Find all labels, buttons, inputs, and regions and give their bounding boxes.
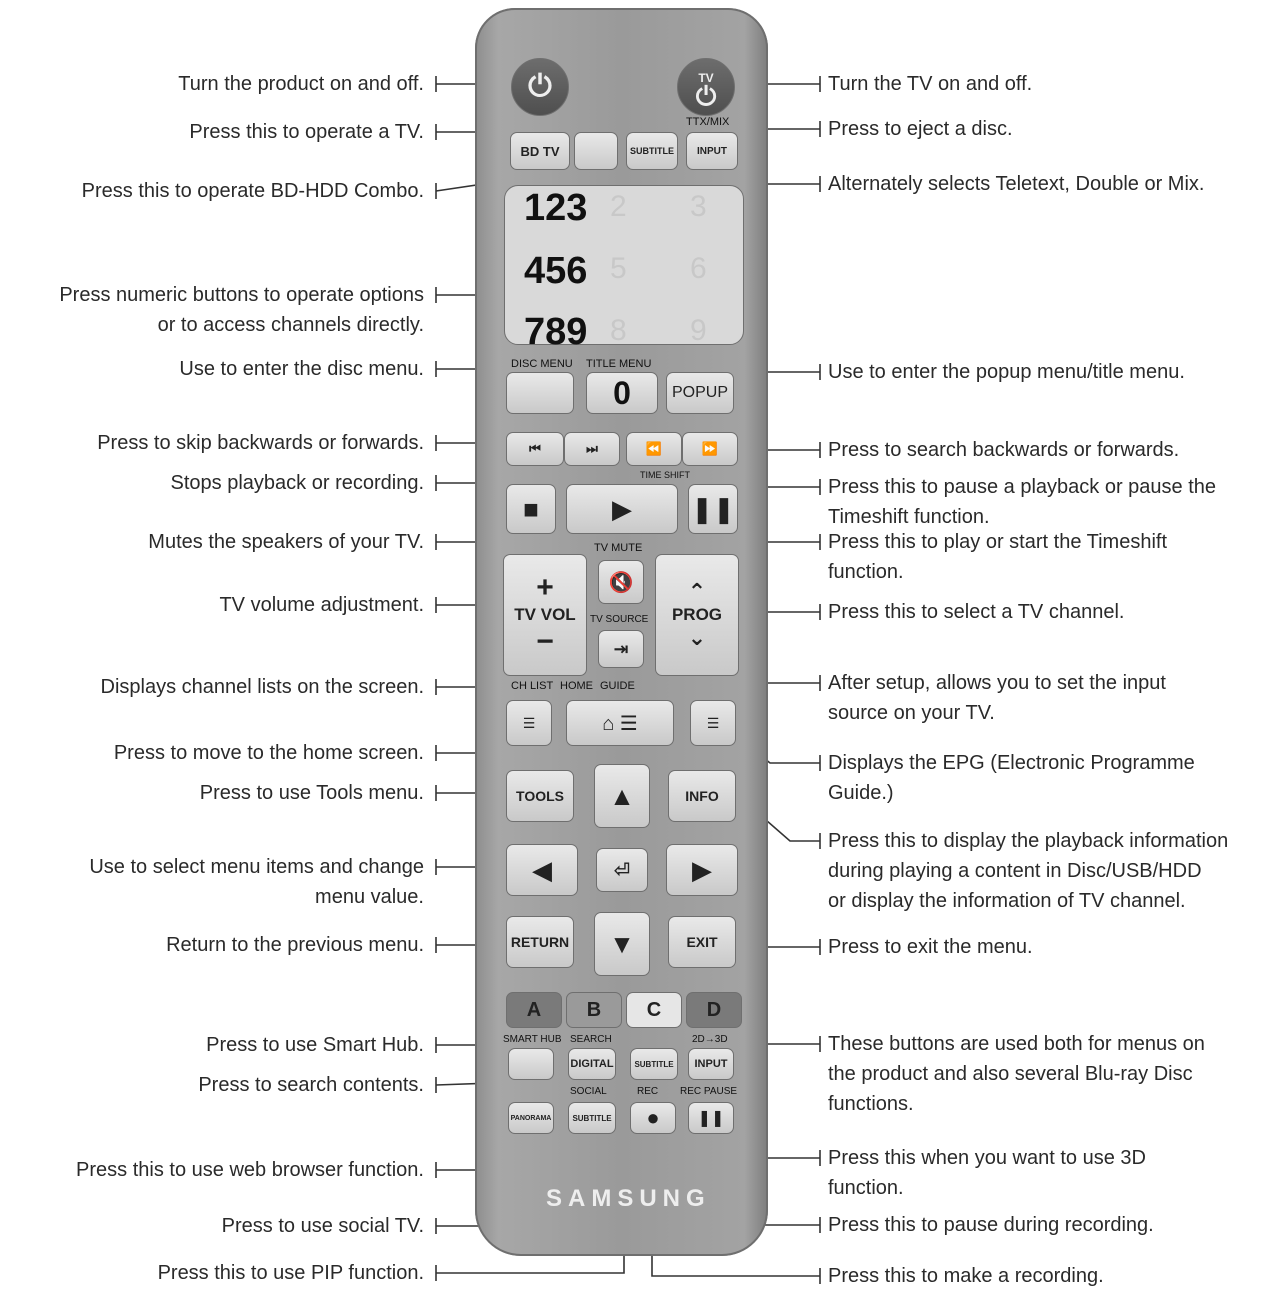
tv-mute-button[interactable]: 🔇 <box>598 560 644 604</box>
callout-label-left: Stops playback or recording. <box>170 472 424 494</box>
rec-button[interactable]: ● <box>630 1102 676 1134</box>
callout-label-left: Press to use Tools menu. <box>199 782 424 804</box>
callout-label-left: Press this to operate a TV. <box>189 121 424 143</box>
channel-up-icon: ⌃ <box>687 579 707 604</box>
callout-label-left: Mutes the speakers of your TV. <box>148 531 424 553</box>
digital-button[interactable]: DIGITAL <box>568 1048 616 1080</box>
zero-button[interactable] <box>586 372 658 414</box>
panorama-button[interactable]: PANORAMA <box>508 1102 554 1134</box>
rec-pause-button[interactable]: ❚❚ <box>688 1102 734 1134</box>
callout-label-right: Use to enter the popup menu/title menu. <box>828 361 1185 383</box>
ch-list-button[interactable]: ☰ <box>506 700 552 746</box>
guide-label: GUIDE <box>600 680 635 692</box>
numbers-row-2[interactable]: 456 <box>524 250 588 292</box>
callout-label-right: Displays the EPG (Electronic Programme Guide.) <box>828 752 1195 804</box>
skip-back-button[interactable]: ⏮ <box>506 432 564 466</box>
callout-label-right: These buttons are used both for menus on the product and also several Blu-ray Disc functions. <box>828 1033 1205 1115</box>
social-label: SOCIAL <box>570 1086 607 1097</box>
tv-source-label: TV SOURCE <box>590 614 649 625</box>
color-button-d[interactable]: D <box>686 992 742 1028</box>
home-label: HOME <box>560 680 593 692</box>
ch-list-label: CH LIST <box>511 680 554 692</box>
social-button[interactable]: SUBTITLE <box>568 1102 616 1134</box>
callout-label-left: Press this to operate BD-HDD Combo. <box>81 180 424 202</box>
callout-label-left: Use to select menu items and change menu value. <box>89 856 424 908</box>
title-menu-label: TITLE MENU <box>586 358 652 370</box>
callout-label-left: Displays channel lists on the screen. <box>100 676 424 698</box>
prog-label: PROG <box>671 605 723 624</box>
play-button[interactable]: ▶ <box>566 484 678 534</box>
numbers-row-3[interactable]: 789 <box>524 311 588 353</box>
disc-menu-button[interactable] <box>506 372 574 414</box>
callout-label-right: Press this when you want to use 3D function. <box>828 1147 1146 1199</box>
callout-label-right: Press to search backwards or forwards. <box>828 439 1180 461</box>
tv-power-label: TV <box>698 71 714 85</box>
pause-button[interactable]: ❚❚ <box>688 484 738 534</box>
callout-label-left: Press to move to the home screen. <box>113 742 424 764</box>
number-9-button[interactable]: 9 <box>690 314 707 347</box>
timeshift-label: TIME SHIFT <box>640 470 690 480</box>
tv-mute-label: TV MUTE <box>594 542 643 554</box>
rec-pause-label: REC PAUSE <box>680 1086 738 1097</box>
numbers-row-1[interactable]: 123 <box>524 187 588 229</box>
guide-button[interactable]: ☰ <box>690 700 736 746</box>
callout-label-right: Press this to select a TV channel. <box>828 601 1125 623</box>
smart-hub-button[interactable] <box>508 1048 554 1080</box>
power-button[interactable]: ⏻ <box>511 58 569 116</box>
callout-label-right: Press this to make a recording. <box>828 1265 1104 1287</box>
brand-logo: SAMSUNG <box>546 1185 711 1212</box>
callout-label-right: Press to eject a disc. <box>828 118 1013 140</box>
callout-label-left: Turn the product on and off. <box>178 73 424 95</box>
prog-rocker[interactable] <box>655 554 739 676</box>
callout-label-right: Turn the TV on and off. <box>828 73 1033 95</box>
return-button[interactable]: RETURN <box>506 916 574 968</box>
number-3-button[interactable]: 3 <box>690 190 707 223</box>
number-2-button[interactable]: 2 <box>610 190 627 223</box>
callout-label-left: Press to use Smart Hub. <box>206 1034 424 1056</box>
bd-tv-button[interactable]: BD TV <box>510 132 570 170</box>
callout-label-left: Press to skip backwards or forwards. <box>97 432 424 454</box>
callout-label-left: Press this to use PIP function. <box>157 1262 424 1284</box>
stop-button[interactable]: ■ <box>506 484 556 534</box>
callout-label-left: Press this to use web browser function. <box>76 1159 424 1181</box>
left-arrow-button[interactable]: ◀ <box>506 844 578 896</box>
home-button[interactable]: ⌂ ☰ <box>566 700 674 746</box>
callout-label-right: Press this to pause during recording. <box>828 1214 1154 1236</box>
number-8-button[interactable]: 8 <box>610 314 627 347</box>
callout-label-left: Return to the previous menu. <box>166 934 424 956</box>
disc-menu-label: DISC MENU <box>511 358 573 370</box>
down-arrow-button[interactable]: ▼ <box>594 912 650 976</box>
callout-label-right: Press this to display the playback information during playing a content in Disc/USB/HDD or display the information of TV channel. <box>828 830 1229 912</box>
rewind-button[interactable]: ⏪ <box>626 432 682 466</box>
callout-label-right: After setup, allows you to set the input source on your TV. <box>828 672 1166 724</box>
ttx-mix-label: TTX/MIX <box>686 116 730 128</box>
callout-label-left: Press numeric buttons to operate options or to access channels directly. <box>59 284 424 336</box>
callout-label-left: Use to enter the disc menu. <box>179 358 424 380</box>
color-button-c[interactable]: C <box>626 992 682 1028</box>
right-arrow-button[interactable]: ▶ <box>666 844 738 896</box>
input-button[interactable]: INPUT <box>686 132 738 170</box>
search-label: SEARCH <box>570 1034 612 1045</box>
exit-button[interactable]: EXIT <box>668 916 736 968</box>
skip-forward-button[interactable]: ⏭ <box>564 432 620 466</box>
callout-label-left: Press to search contents. <box>198 1074 424 1096</box>
color-button-a[interactable]: A <box>506 992 562 1028</box>
callout-label-right: Press this to pause a playback or pause the Timeshift function. <box>828 476 1217 528</box>
number-5-button[interactable]: 5 <box>610 252 627 285</box>
number-6-button[interactable]: 6 <box>690 252 707 285</box>
fast-forward-button[interactable]: ⏩ <box>682 432 738 466</box>
tools-button[interactable]: TOOLS <box>506 770 574 822</box>
callout-label-left: TV volume adjustment. <box>219 594 424 616</box>
color-button-b[interactable]: B <box>566 992 622 1028</box>
callout-label-right: Press to exit the menu. <box>828 936 1033 958</box>
callout-label-right: Alternately selects Teletext, Double or Mix. <box>828 173 1205 195</box>
subtitle-button-2[interactable]: SUBTITLE <box>630 1048 678 1080</box>
smart-hub-label: SMART HUB <box>503 1034 562 1045</box>
rec-label: REC <box>637 1086 659 1097</box>
tv-vol-label: TV VOL <box>514 605 576 624</box>
tv-source-button[interactable]: ⇥ <box>598 630 644 668</box>
tv-power-button[interactable]: TV ⏻ <box>677 58 735 116</box>
info-button[interactable]: INFO <box>668 770 736 822</box>
eject-button[interactable] <box>574 132 618 170</box>
up-arrow-button[interactable]: ▲ <box>594 764 650 828</box>
callout-label-right: Press this to play or start the Timeshift function. <box>828 531 1168 583</box>
2d-3d-label: 2D→3D <box>692 1034 728 1045</box>
zero-label: 0 <box>613 374 631 411</box>
tv-volume-rocker[interactable] <box>503 554 587 676</box>
volume-down-icon: − <box>536 625 554 658</box>
enter-button[interactable]: ⏎ <box>596 848 648 892</box>
channel-down-icon: ⌄ <box>687 625 707 650</box>
subtitle-button[interactable]: SUBTITLE <box>626 132 678 170</box>
callout-label-left: Press to use social TV. <box>221 1215 424 1237</box>
volume-up-icon: + <box>536 571 554 604</box>
popup-button[interactable]: POPUP <box>666 372 734 414</box>
2d-3d-button[interactable]: INPUT <box>688 1048 734 1080</box>
